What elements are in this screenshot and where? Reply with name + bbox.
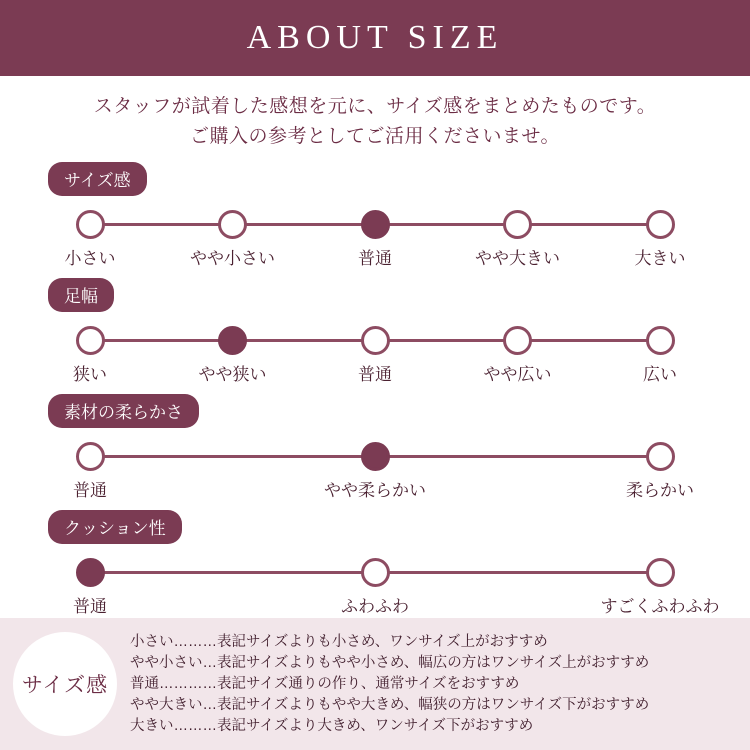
scale-dot-icon bbox=[76, 210, 105, 239]
size-scales bbox=[0, 156, 750, 616]
scale-point-cushioning-1[interactable] bbox=[300, 554, 450, 617]
scale-point-label: やや狭い bbox=[198, 365, 267, 384]
scale-point-label: 狭い bbox=[73, 365, 107, 384]
scale-track-material-softness bbox=[0, 438, 750, 500]
legend-row: やや大きい…表記サイズよりもやや大きめ、幅狭の方はワンサイズ下がおすすめ bbox=[130, 696, 650, 713]
intro-text bbox=[0, 76, 750, 156]
scale-dot-selected-icon bbox=[361, 442, 390, 471]
scale-track-foot-width bbox=[0, 322, 750, 384]
scale-point-foot-width-2[interactable] bbox=[300, 322, 450, 385]
scale-point-label: 普通 bbox=[73, 597, 107, 616]
scale-point-size-feel-1[interactable] bbox=[158, 206, 308, 269]
scale-point-size-feel-0[interactable] bbox=[15, 206, 165, 269]
legend-row: 小さい………表記サイズよりも小さめ、ワンサイズ上がおすすめ bbox=[130, 633, 548, 650]
legend-row: 大きい………表記サイズより大きめ、ワンサイズ下がおすすめ bbox=[130, 717, 534, 734]
intro-line-1: スタッフが試着した感想を元に、サイズ感をまとめたものです。 bbox=[93, 96, 657, 117]
scale-point-label: 広い bbox=[643, 365, 677, 384]
scale-point-label: やや小さい bbox=[190, 249, 275, 268]
scale-dot-icon bbox=[646, 210, 675, 239]
scale-point-size-feel-2[interactable] bbox=[300, 206, 450, 269]
scale-point-label: 大きい bbox=[634, 249, 686, 268]
scale-dot-icon bbox=[646, 558, 675, 587]
scale-point-cushioning-0[interactable] bbox=[15, 554, 165, 617]
scale-point-label: やや広い bbox=[483, 365, 552, 384]
scale-block-material-softness bbox=[0, 394, 750, 500]
legend-list bbox=[130, 632, 750, 737]
scale-point-material-softness-2[interactable] bbox=[585, 438, 735, 501]
legend-badge bbox=[0, 632, 130, 736]
scale-point-material-softness-1[interactable] bbox=[300, 438, 450, 501]
scale-point-label: 小さい bbox=[64, 249, 116, 268]
page-header bbox=[0, 0, 750, 76]
scale-point-foot-width-3[interactable] bbox=[443, 322, 593, 385]
scale-point-foot-width-1[interactable] bbox=[158, 322, 308, 385]
scale-dot-icon bbox=[361, 326, 390, 355]
scale-dot-icon bbox=[76, 442, 105, 471]
scale-point-label: 柔らかい bbox=[626, 481, 694, 500]
scale-label-size-feel: サイズ感 bbox=[48, 162, 147, 196]
scale-point-cushioning-2[interactable] bbox=[585, 554, 735, 617]
scale-block-size-feel bbox=[0, 162, 750, 268]
scale-dot-icon bbox=[503, 210, 532, 239]
scale-point-label: 普通 bbox=[358, 249, 392, 268]
scale-point-foot-width-4[interactable] bbox=[585, 322, 735, 385]
legend-row: 普通…………表記サイズ通りの作り、通常サイズをおすすめ bbox=[130, 675, 520, 692]
scale-label-foot-width: 足幅 bbox=[48, 278, 114, 312]
page-title: ABOUT SIZE bbox=[246, 19, 504, 56]
scale-point-label: 普通 bbox=[73, 481, 107, 500]
intro-line-2: ご購入の参考としてご活用くださいませ。 bbox=[190, 126, 560, 147]
scale-point-size-feel-4[interactable] bbox=[585, 206, 735, 269]
scale-point-size-feel-3[interactable] bbox=[443, 206, 593, 269]
scale-dot-icon bbox=[76, 326, 105, 355]
scale-point-label: 普通 bbox=[358, 365, 392, 384]
scale-track-size-feel bbox=[0, 206, 750, 268]
scale-dot-selected-icon bbox=[76, 558, 105, 587]
scale-dot-icon bbox=[646, 326, 675, 355]
scale-label-cushioning: クッション性 bbox=[48, 510, 182, 544]
scale-point-foot-width-0[interactable] bbox=[15, 322, 165, 385]
scale-point-label: ふわふわ bbox=[341, 597, 409, 616]
scale-block-cushioning bbox=[0, 510, 750, 616]
scale-dot-icon bbox=[361, 558, 390, 587]
legend-badge-label: サイズ感 bbox=[13, 632, 117, 736]
scale-dot-icon bbox=[503, 326, 532, 355]
scale-point-label: やや柔らかい bbox=[324, 481, 426, 500]
scale-track-cushioning bbox=[0, 554, 750, 616]
scale-dot-icon bbox=[218, 210, 247, 239]
scale-point-label: やや大きい bbox=[475, 249, 560, 268]
scale-point-label: すごくふわふわ bbox=[600, 597, 720, 616]
scale-block-foot-width bbox=[0, 278, 750, 384]
legend-footer bbox=[0, 618, 750, 750]
scale-dot-selected-icon bbox=[218, 326, 247, 355]
legend-row: やや小さい…表記サイズよりもやや小さめ、幅広の方はワンサイズ上がおすすめ bbox=[130, 654, 650, 671]
scale-point-material-softness-0[interactable] bbox=[15, 438, 165, 501]
scale-dot-selected-icon bbox=[361, 210, 390, 239]
scale-label-material-softness: 素材の柔らかさ bbox=[48, 394, 199, 428]
scale-dot-icon bbox=[646, 442, 675, 471]
